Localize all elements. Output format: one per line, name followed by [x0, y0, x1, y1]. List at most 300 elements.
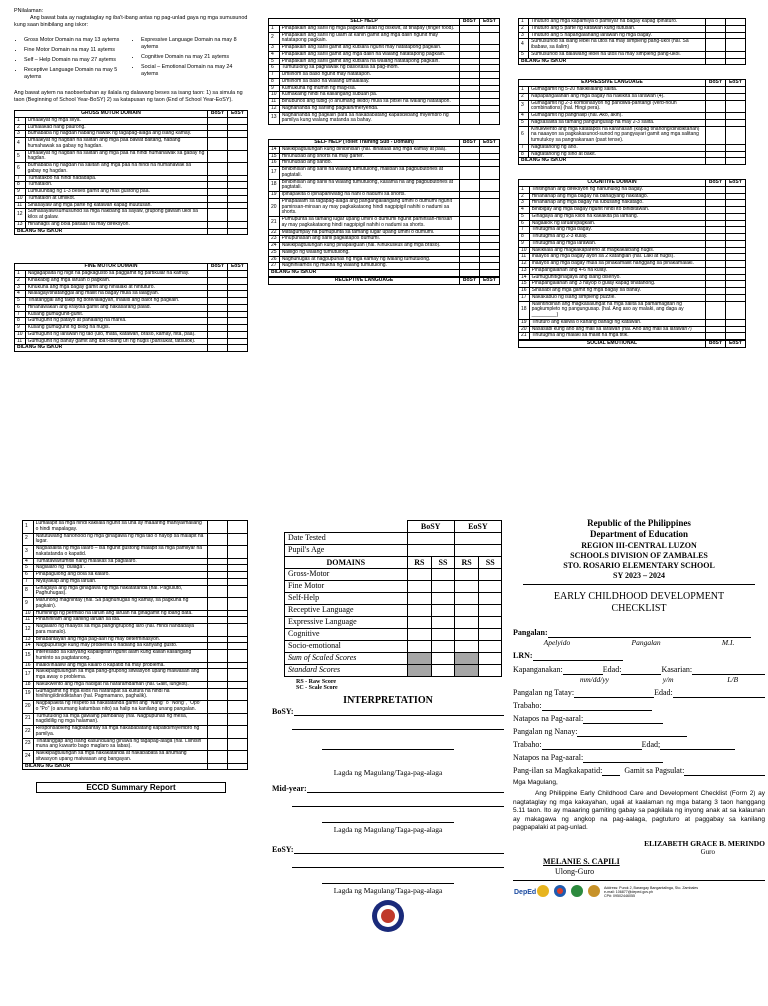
item-text: Inaayos ang mga bagay mula sa pinakamaliit hanggang sa pinakamalaki. — [529, 261, 705, 268]
eosy-cell[interactable] — [228, 124, 248, 131]
eosy-cell[interactable] — [228, 572, 248, 579]
bosy-cell[interactable] — [706, 19, 726, 26]
eosy-cell[interactable] — [726, 267, 746, 274]
eosy-cell[interactable] — [480, 58, 500, 65]
bosy-cell[interactable] — [706, 220, 726, 227]
bosy-cell[interactable] — [460, 72, 480, 79]
eosy-cell[interactable] — [726, 274, 746, 281]
eosy-total[interactable] — [228, 228, 248, 235]
eosy-cell[interactable] — [228, 726, 248, 739]
self-help-table — [268, 18, 500, 125]
eosy-cell[interactable] — [480, 217, 500, 230]
eosy-cell[interactable] — [480, 160, 500, 167]
eosy-cell[interactable] — [228, 533, 248, 546]
cover-footer — [513, 880, 765, 901]
eosy-cell[interactable] — [726, 247, 746, 254]
bosy-cell[interactable] — [208, 565, 228, 572]
bosy-cell[interactable] — [706, 144, 726, 151]
eosy-cell[interactable] — [480, 45, 500, 52]
bosy-cell[interactable] — [706, 207, 726, 214]
eosy-cell[interactable] — [726, 240, 746, 247]
eosy-cell[interactable] — [726, 333, 746, 340]
bosy-cell[interactable] — [706, 274, 726, 281]
eosy-total[interactable] — [726, 158, 746, 165]
rs-cell[interactable] — [407, 581, 432, 593]
eosy-cell[interactable] — [228, 662, 248, 669]
eosy-cell[interactable] — [726, 281, 746, 288]
eosy-cell[interactable] — [228, 521, 248, 534]
eosy-cell[interactable] — [228, 221, 248, 228]
bosy-total[interactable] — [208, 228, 228, 235]
bosy-cell[interactable] — [706, 93, 726, 100]
eosy-total[interactable] — [228, 763, 248, 770]
eosy-cell[interactable] — [228, 202, 248, 209]
ss-cell[interactable] — [479, 617, 502, 629]
eosy-cell[interactable] — [228, 624, 248, 637]
bosy-cell[interactable] — [460, 32, 480, 45]
bosy-cell[interactable] — [460, 78, 480, 85]
bosy-cell[interactable] — [706, 333, 726, 340]
bosy-cell[interactable] — [208, 585, 228, 598]
eosy-total[interactable] — [480, 270, 500, 277]
bosy-cell[interactable] — [208, 182, 228, 189]
eosy-cell[interactable] — [228, 271, 248, 278]
bosy-cell[interactable] — [706, 227, 726, 234]
eosy-cell[interactable] — [480, 78, 500, 85]
eosy-cell[interactable] — [726, 261, 746, 268]
eosy-cell[interactable] — [228, 751, 248, 764]
col-eosy: EoSY — [228, 111, 248, 118]
bosy-cell[interactable] — [208, 701, 228, 714]
eosy-cell[interactable] — [480, 198, 500, 216]
eosy-cell[interactable] — [228, 643, 248, 650]
eosy-total[interactable] — [228, 345, 248, 352]
col-eosy: EoSY — [480, 19, 500, 26]
bosy-cell[interactable] — [706, 151, 726, 158]
eosy-cell[interactable] — [726, 227, 746, 234]
rs-cell[interactable] — [454, 581, 479, 593]
item-text: Bumababa ng hagdan habang hawak ng tagapag-alaga ang isang kamay. — [25, 131, 207, 138]
eosy-cell[interactable] — [228, 565, 248, 572]
eosy-cell[interactable] — [726, 25, 746, 32]
eosy-cell[interactable] — [726, 254, 746, 261]
bosy-cell[interactable] — [460, 160, 480, 167]
teacher-name: ELIZABETH GRACE B. MERINDO — [644, 838, 765, 848]
bosy-total[interactable] — [208, 763, 228, 770]
eosy-cell[interactable] — [726, 186, 746, 193]
bosy-cell[interactable] — [460, 198, 480, 216]
eosy-cell[interactable] — [726, 39, 746, 52]
eosy-cell[interactable] — [480, 153, 500, 160]
bosy-cell[interactable] — [208, 610, 228, 617]
eosy-cell[interactable] — [480, 256, 500, 263]
bosy-cell[interactable] — [460, 192, 480, 199]
rs-cell[interactable] — [407, 617, 432, 629]
ss-cell[interactable] — [479, 593, 502, 605]
eosy-cell[interactable] — [726, 87, 746, 94]
bosy-cell[interactable] — [208, 304, 228, 311]
bosy-cell[interactable] — [208, 624, 228, 637]
eosy-cell[interactable] — [726, 200, 746, 207]
eosy-cell[interactable] — [480, 105, 500, 112]
eosy-cell[interactable] — [228, 546, 248, 559]
ss-cell[interactable] — [479, 629, 502, 641]
bosy-cell[interactable] — [460, 105, 480, 112]
eosy-cell[interactable] — [480, 146, 500, 153]
bosy-cell[interactable] — [208, 195, 228, 202]
table-row — [269, 179, 500, 192]
bosy-total[interactable] — [706, 158, 726, 165]
bosy-cell[interactable] — [706, 193, 726, 200]
bosy-total[interactable] — [706, 58, 726, 65]
item-number: 11 — [15, 338, 26, 345]
bosy-cell[interactable] — [460, 51, 480, 58]
item-number: 13 — [23, 636, 34, 643]
bosy-cell[interactable] — [208, 617, 228, 624]
bosy-cell[interactable] — [208, 669, 228, 682]
eosy-cell[interactable] — [228, 598, 248, 611]
eosy-cell[interactable] — [726, 220, 746, 227]
bosy-cell[interactable] — [706, 25, 726, 32]
bosy-cell[interactable] — [208, 688, 228, 701]
bosy-cell[interactable] — [208, 325, 228, 332]
eosy-cell[interactable] — [228, 610, 248, 617]
ss-cell[interactable] — [432, 593, 455, 605]
eosy-cell[interactable] — [480, 25, 500, 32]
bosy-cell[interactable] — [706, 186, 726, 193]
bosy-cell[interactable] — [460, 236, 480, 243]
item-number: 4 — [15, 291, 26, 298]
bosy-cell[interactable] — [706, 39, 726, 52]
bosy-cell[interactable] — [208, 221, 228, 228]
eosy-cell[interactable] — [228, 650, 248, 663]
ss-cell[interactable] — [432, 641, 455, 653]
bosy-cell[interactable] — [460, 263, 480, 270]
bosy-cell[interactable] — [706, 267, 726, 274]
eosy-cell[interactable] — [480, 243, 500, 250]
eosy-cell[interactable] — [480, 72, 500, 79]
eosy-cell[interactable] — [228, 195, 248, 202]
bosy-cell[interactable] — [208, 751, 228, 764]
bosy-cell[interactable] — [706, 126, 726, 144]
rs-cell[interactable] — [454, 593, 479, 605]
bosy-cell[interactable] — [208, 124, 228, 131]
eosy-cell[interactable] — [726, 319, 746, 326]
summary-row — [285, 641, 502, 653]
bosy-cell[interactable] — [460, 65, 480, 72]
bosy-cell[interactable] — [460, 167, 480, 180]
table-row — [269, 198, 500, 216]
bosy-cell[interactable] — [706, 119, 726, 126]
eosy-cell[interactable] — [228, 175, 248, 182]
bosy-cell[interactable] — [460, 243, 480, 250]
eosy-cell[interactable] — [228, 331, 248, 338]
eosy-cell[interactable] — [726, 151, 746, 158]
item-text: Niyayakap ang mga laruan. — [33, 578, 207, 585]
eosy-cell[interactable] — [480, 179, 500, 192]
eosy-cell[interactable] — [480, 51, 500, 58]
bosy-cell[interactable] — [208, 189, 228, 196]
ss-cell[interactable] — [432, 629, 455, 641]
eosy-cell[interactable] — [480, 99, 500, 106]
eosy-cell[interactable] — [228, 298, 248, 305]
bosy-cell[interactable] — [460, 229, 480, 236]
bosy-cell[interactable] — [460, 58, 480, 65]
bosy-cell[interactable] — [208, 636, 228, 643]
eosy-cell[interactable] — [726, 119, 746, 126]
bosy-cell[interactable] — [208, 738, 228, 751]
rs-cell[interactable] — [407, 569, 432, 581]
bosy-cell[interactable] — [208, 284, 228, 291]
bosy-cell[interactable] — [460, 217, 480, 230]
eosy-cell[interactable] — [228, 325, 248, 332]
eosy-cell[interactable] — [726, 93, 746, 100]
bosy-cell[interactable] — [460, 256, 480, 263]
eosy-cell[interactable] — [228, 131, 248, 138]
eosy-cell[interactable] — [726, 288, 746, 295]
bosy-cell[interactable] — [208, 546, 228, 559]
rs-cell[interactable] — [407, 593, 432, 605]
eosy-cell[interactable] — [228, 284, 248, 291]
bosy-cell[interactable] — [208, 662, 228, 669]
bosy-cell[interactable] — [208, 138, 228, 151]
bosy-cell[interactable] — [460, 99, 480, 106]
bosy-cell[interactable] — [706, 100, 726, 113]
rs-cell[interactable] — [454, 617, 479, 629]
item-number: 12 — [519, 261, 530, 268]
eosy-cell[interactable] — [228, 738, 248, 751]
bosy-cell[interactable] — [208, 726, 228, 739]
eosy-cell[interactable] — [480, 229, 500, 236]
bosy-cell[interactable] — [460, 85, 480, 92]
bosy-cell[interactable] — [208, 117, 228, 124]
eosy-cell[interactable] — [228, 681, 248, 688]
bosy-cell[interactable] — [208, 578, 228, 585]
item-number: 11 — [519, 254, 530, 261]
bosy-total[interactable] — [460, 270, 480, 277]
social-column — [22, 520, 248, 793]
eosy-cell[interactable] — [228, 182, 248, 189]
bosy-cell[interactable] — [706, 247, 726, 254]
eosy-cell[interactable] — [726, 51, 746, 58]
item-number: 22 — [269, 229, 280, 236]
table-row — [519, 301, 746, 319]
item-number: 2 — [23, 533, 34, 546]
eosy-cell[interactable] — [726, 326, 746, 333]
eosy-cell[interactable] — [726, 193, 746, 200]
eosy-cell[interactable] — [726, 213, 746, 220]
school-seal-icon — [587, 884, 601, 901]
bosy-cell[interactable] — [706, 200, 726, 207]
item-number: 26 — [269, 256, 280, 263]
bosy-cell[interactable] — [208, 643, 228, 650]
bosy-cell[interactable] — [208, 131, 228, 138]
eosy-cell[interactable] — [228, 585, 248, 598]
bosy-cell[interactable] — [208, 202, 228, 209]
eosy-cell[interactable] — [228, 669, 248, 682]
eosy-cell[interactable] — [228, 713, 248, 726]
interp-sign-2: Lagda ng Magulang/Taga-pag-alaga — [333, 825, 443, 834]
bosy-cell[interactable] — [460, 153, 480, 160]
col-bosy: BoSY — [460, 140, 480, 147]
eosy-cell[interactable] — [228, 318, 248, 325]
eosy-cell[interactable] — [480, 192, 500, 199]
bosy-cell[interactable] — [706, 261, 726, 268]
bosy-cell[interactable] — [706, 319, 726, 326]
eosy-cell[interactable] — [480, 167, 500, 180]
table-row — [23, 688, 248, 701]
eosy-cell[interactable] — [480, 85, 500, 92]
bosy-cell[interactable] — [706, 281, 726, 288]
rs-cell[interactable] — [454, 641, 479, 653]
bosy-cell[interactable] — [208, 338, 228, 345]
eosy-cell[interactable] — [228, 150, 248, 163]
eosy-cell[interactable] — [228, 277, 248, 284]
bosy-cell[interactable] — [460, 249, 480, 256]
middle-column — [268, 18, 500, 285]
item-text: Naliligo ng walang tumutulong. — [279, 249, 459, 256]
bosy-cell[interactable] — [706, 288, 726, 295]
item-text: Nagsasalita sa tamang pangungusap na may 2-3 salita. — [529, 119, 706, 126]
ss-cell[interactable] — [432, 581, 455, 593]
ss-cell[interactable] — [432, 617, 455, 629]
bosy-cell[interactable] — [706, 213, 726, 220]
rs-cell[interactable] — [407, 605, 432, 617]
bosy-cell[interactable] — [208, 311, 228, 318]
eosy-cell[interactable] — [228, 617, 248, 624]
ss-cell[interactable] — [479, 641, 502, 653]
eosy-cell[interactable] — [480, 32, 500, 45]
item-number: 8 — [23, 585, 34, 598]
eosy-cell[interactable] — [228, 291, 248, 298]
bosy-cell[interactable] — [208, 533, 228, 546]
bosy-cell[interactable] — [208, 277, 228, 284]
eosy-cell[interactable] — [228, 578, 248, 585]
eosy-cell[interactable] — [228, 311, 248, 318]
eosy-cell[interactable] — [228, 701, 248, 714]
bosy-cell[interactable] — [706, 294, 726, 301]
bosy-cell[interactable] — [208, 558, 228, 565]
eosy-cell[interactable] — [228, 209, 248, 222]
eosy-cell[interactable] — [228, 636, 248, 643]
bosy-cell[interactable] — [208, 271, 228, 278]
eosy-cell[interactable] — [726, 19, 746, 26]
bosy-cell[interactable] — [706, 234, 726, 241]
item-number: 16 — [269, 160, 280, 167]
ss-cell[interactable] — [479, 605, 502, 617]
table-row — [519, 39, 746, 52]
ss-cell[interactable] — [432, 605, 455, 617]
eosy-cell[interactable] — [480, 112, 500, 125]
bosy-total[interactable] — [208, 345, 228, 352]
col-bosy: BoSY — [706, 180, 726, 187]
bosy-cell[interactable] — [208, 209, 228, 222]
bosy-cell[interactable] — [208, 598, 228, 611]
item-number: 4 — [519, 39, 529, 52]
bosy-cell[interactable] — [706, 51, 726, 58]
bosy-cell[interactable] — [460, 92, 480, 99]
bosy-cell[interactable] — [706, 240, 726, 247]
bosy-cell[interactable] — [460, 146, 480, 153]
col-eosy: EoSY — [726, 341, 746, 348]
bosy-cell[interactable] — [208, 150, 228, 163]
eosy-cell[interactable] — [726, 126, 746, 144]
item-text: Gumuguhit ng bahay gamit ang iba't-ibang uri ng hugis (parisukat, tatsulok). — [25, 338, 207, 345]
bosy-cell[interactable] — [460, 179, 480, 192]
table-row — [23, 598, 248, 611]
rs-cell[interactable] — [454, 629, 479, 641]
table-row — [23, 713, 248, 726]
eosy-total[interactable] — [726, 58, 746, 65]
bosy-cell[interactable] — [460, 45, 480, 52]
bosy-cell[interactable] — [208, 681, 228, 688]
rs-cell[interactable] — [454, 569, 479, 581]
eosy-cell[interactable] — [228, 558, 248, 565]
bosy-cell[interactable] — [706, 32, 726, 39]
bosy-cell[interactable] — [208, 713, 228, 726]
eosy-cell[interactable] — [480, 263, 500, 270]
eosy-cell[interactable] — [228, 338, 248, 345]
eosy-cell[interactable] — [726, 113, 746, 120]
summary-row — [285, 593, 502, 605]
bosy-cell[interactable] — [208, 331, 228, 338]
bosy-cell[interactable] — [706, 113, 726, 120]
rs-cell[interactable] — [407, 641, 432, 653]
eosy-cell[interactable] — [228, 688, 248, 701]
item-text: Tinutugma ang 2-3 kulay. — [529, 234, 705, 241]
eosy-cell[interactable] — [726, 207, 746, 214]
eosy-cell[interactable] — [480, 92, 500, 99]
bosy-cell[interactable] — [208, 572, 228, 579]
eosy-cell[interactable] — [726, 144, 746, 151]
bosy-cell[interactable] — [208, 163, 228, 176]
bosy-cell[interactable] — [706, 87, 726, 94]
eosy-cell[interactable] — [228, 189, 248, 196]
eosy-cell[interactable] — [726, 294, 746, 301]
bosy-cell[interactable] — [706, 301, 726, 319]
bosy-cell[interactable] — [208, 291, 228, 298]
eosy-cell[interactable] — [228, 138, 248, 151]
col-bosy: BoSY — [460, 19, 480, 26]
eosy-cell[interactable] — [480, 249, 500, 256]
eosy-cell[interactable] — [726, 234, 746, 241]
bosy-cell[interactable] — [208, 318, 228, 325]
rs-cell[interactable] — [454, 605, 479, 617]
bosy-cell[interactable] — [706, 326, 726, 333]
eosy-cell[interactable] — [480, 65, 500, 72]
eosy-cell[interactable] — [228, 304, 248, 311]
bosy-cell[interactable] — [460, 25, 480, 32]
eosy-cell[interactable] — [228, 117, 248, 124]
pangalan-label: Pangalan: — [513, 627, 548, 637]
bosy-cell[interactable] — [208, 175, 228, 182]
bosy-cell[interactable] — [706, 254, 726, 261]
eosy-cell[interactable] — [726, 32, 746, 39]
bosy-cell[interactable] — [208, 298, 228, 305]
ss-cell[interactable] — [432, 569, 455, 581]
bosy-cell[interactable] — [460, 112, 480, 125]
bosy-cell[interactable] — [208, 650, 228, 663]
eosy-cell[interactable] — [726, 301, 746, 319]
eosy-cell[interactable] — [228, 163, 248, 176]
item-number: 4 — [15, 138, 26, 151]
ss-cell[interactable] — [479, 581, 502, 593]
rs-cell[interactable] — [407, 629, 432, 641]
eosy-cell[interactable] — [726, 100, 746, 113]
bosy-cell[interactable] — [208, 521, 228, 534]
ss-cell[interactable] — [479, 569, 502, 581]
eosy-cell[interactable] — [480, 236, 500, 243]
